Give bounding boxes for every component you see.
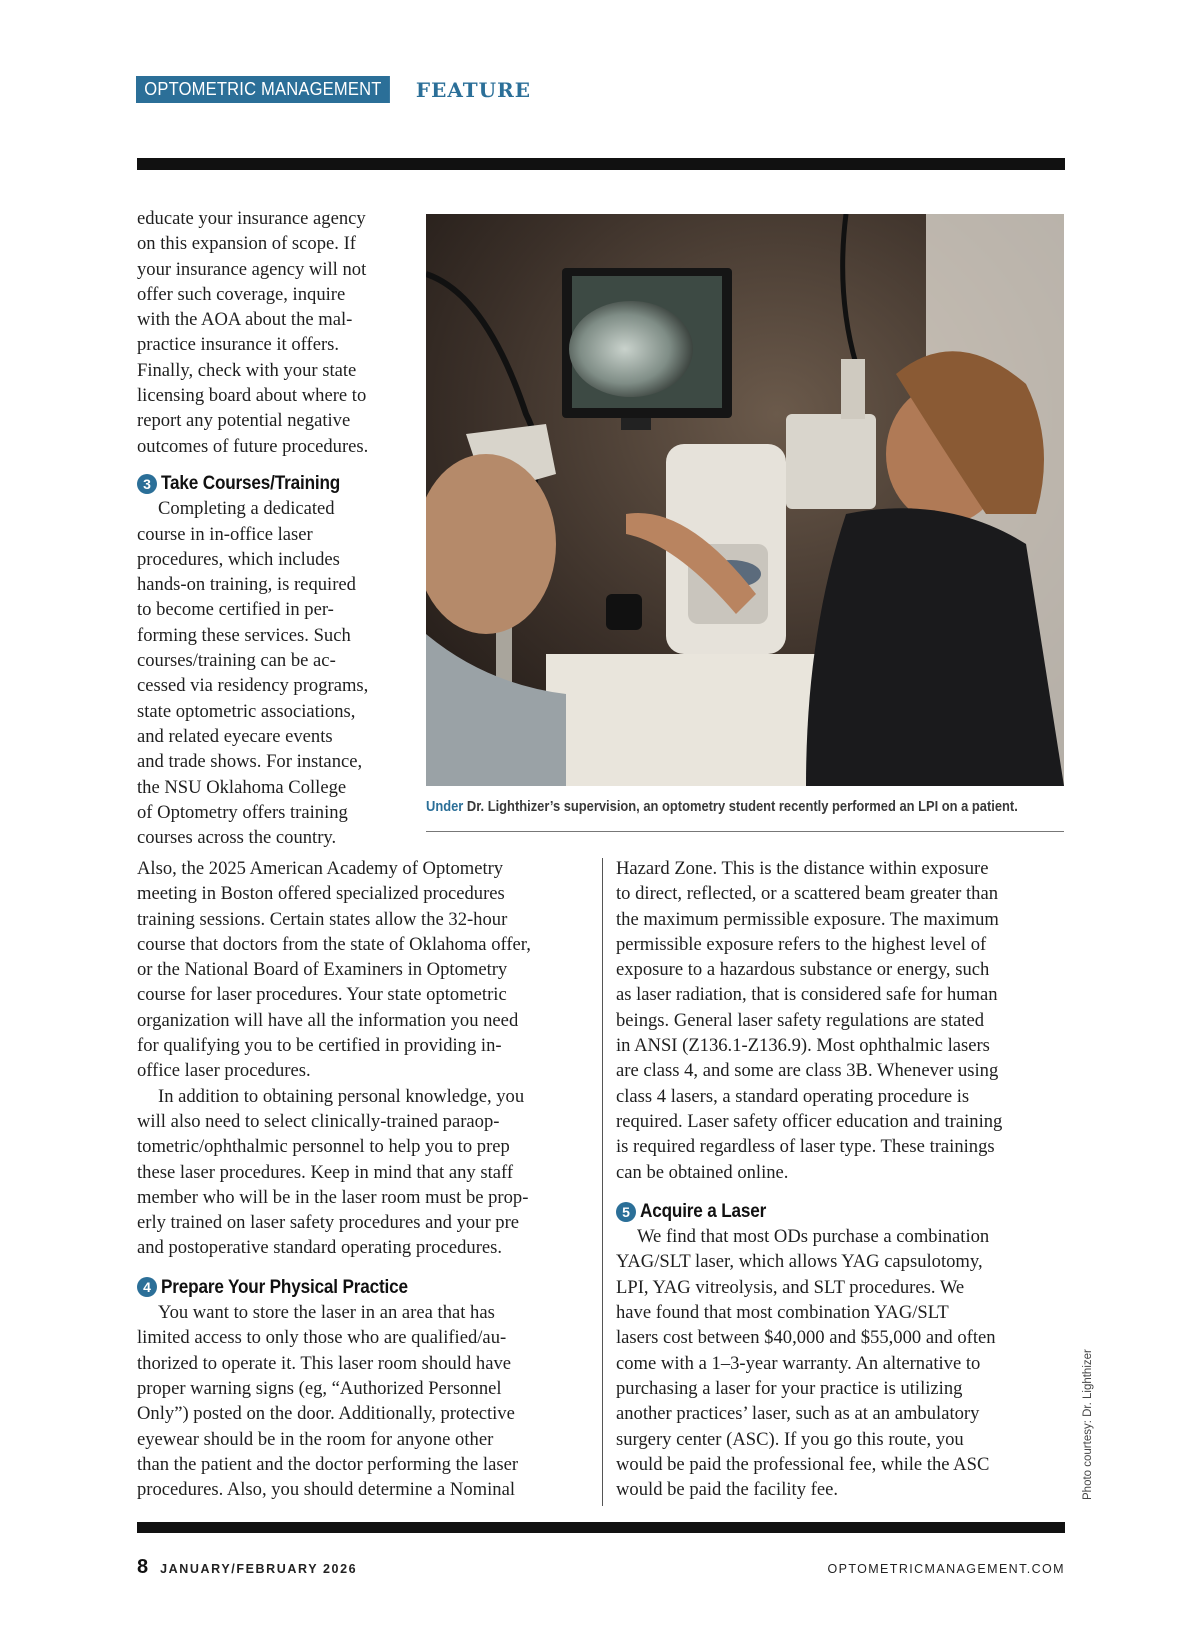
text-line: forming these services. Such (137, 624, 351, 646)
photo-caption (426, 798, 1066, 815)
text-line: have found that most combination YAG/SLT (616, 1302, 949, 1324)
text-line: with the AOA about the mal- (137, 309, 353, 331)
text-line: licensing board about where to (137, 385, 367, 407)
text-line: eyewear should be in the room for anyone other (137, 1428, 494, 1450)
text-line: cessed via residency programs, (137, 675, 369, 697)
article-photo (426, 214, 1064, 786)
top-rule (137, 158, 1065, 170)
footer-left (137, 1556, 357, 1579)
text-line: meeting in Boston offered specialized procedures (137, 883, 505, 905)
text-line: your insurance agency will not (137, 258, 367, 280)
text-line: for qualifying you to be certified in providing in- (137, 1035, 502, 1057)
text-line: would be paid the facility fee. (616, 1479, 839, 1501)
text-line: in ANSI (Z136.1-Z136.9). Most ophthalmic lasers (616, 1035, 990, 1057)
text-line: Finally, check with your state (137, 359, 357, 381)
photo-credit: Photo courtesy: Dr. Lighthizer (1082, 1349, 1094, 1500)
step-3-heading (137, 471, 407, 496)
right-column (616, 856, 1071, 1502)
text-line: hands-on training, is required (137, 574, 356, 596)
text-line: or the National Board of Examiners in Optometry (137, 959, 508, 981)
text-line: erly trained on laser safety procedures and your pre (137, 1212, 520, 1234)
text-line: are class 4, and some are class 3B. Whenever using (616, 1060, 999, 1082)
text-line: training sessions. Certain states allow the 32-hour (137, 908, 508, 930)
text-line: Completing a dedicated (158, 498, 335, 520)
text-line: exposure to a hazardous substance or energy, such (616, 959, 990, 981)
text-line: class 4 lasers, a standard operating procedure is (616, 1085, 970, 1107)
bottom-rule (137, 1522, 1065, 1533)
text-line: the maximum permissible exposure. The maximum (616, 908, 999, 930)
text-line: required. Laser safety officer education and training (616, 1110, 1003, 1132)
page-number: 8 (137, 1556, 149, 1578)
caption-lead: Under (426, 798, 464, 815)
step-5-heading (616, 1199, 1071, 1224)
text-line: beings. General laser safety regulations are stated (616, 1009, 985, 1031)
page-header (136, 76, 531, 103)
text-line: member who will be in the laser room must be prop- (137, 1186, 529, 1208)
text-line: would be paid the professional fee, while the ASC (616, 1453, 990, 1475)
text-line: and trade shows. For instance, (137, 751, 363, 773)
step-number-badge: 4 (137, 1277, 157, 1297)
text-line: offer such coverage, inquire (137, 283, 346, 305)
text-line: Also, the 2025 American Academy of Optometry (137, 858, 504, 879)
step-4-paragraph-continued (616, 856, 1071, 1185)
text-line: of Optometry offers training (137, 801, 348, 823)
step-3-paragraph-start (137, 496, 407, 850)
text-line: proper warning signs (eg, “Authorized Personnel (137, 1377, 502, 1399)
text-line: course that doctors from the state of Oklahoma offer, (137, 933, 531, 955)
text-line: procedures, which includes (137, 548, 340, 570)
magazine-name-badge: OPTOMETRIC MANAGEMENT (136, 76, 390, 103)
text-line: thorized to operate it. This laser room should have (137, 1352, 512, 1374)
step-number-badge: 3 (137, 474, 157, 494)
text-line: come with a 1–3-year warranty. An alternative to (616, 1352, 981, 1374)
text-line: course in in-office laser (137, 523, 313, 545)
issue-date: JANUARY/FEBRUARY 2026 (160, 1562, 358, 1576)
text-line: surgery center (ASC). If you go this route, you (616, 1428, 964, 1450)
text-line: to become certified in per- (137, 599, 334, 621)
step-4-paragraph (137, 1300, 592, 1502)
text-line: the NSU Oklahoma College (137, 776, 347, 798)
text-line: procedures. Also, you should determine a Nominal (137, 1479, 515, 1501)
step-number-badge: 5 (616, 1202, 636, 1222)
text-line: and related eyecare events (137, 725, 333, 747)
text-line: educate your insurance agency (137, 208, 366, 229)
text-line: state optometric associations, (137, 700, 356, 722)
text-line: Only”) posted on the door. Additionally, protective (137, 1403, 515, 1425)
column-divider (602, 858, 603, 1506)
section-label: FEATURE (415, 77, 531, 102)
text-line: In addition to obtaining personal knowledge, you (158, 1085, 525, 1107)
footer-website: OPTOMETRICMANAGEMENT.COM (827, 1562, 1065, 1576)
step-heading-text: Take Courses/Training (161, 471, 341, 494)
text-line: is required regardless of laser type. These trainings (616, 1136, 995, 1158)
text-line: report any potential negative (137, 410, 351, 432)
step-heading-text: Acquire a Laser (640, 1199, 767, 1222)
text-line: than the patient and the doctor performing the laser (137, 1453, 519, 1475)
photo-illustration (426, 214, 1064, 786)
text-line: and postoperative standard operating procedures. (137, 1237, 503, 1259)
text-line: courses/training can be ac- (137, 650, 336, 672)
text-line: office laser procedures. (137, 1060, 311, 1082)
text-line: YAG/SLT laser, which allows YAG capsulotomy, (616, 1251, 983, 1273)
step-3-paragraph-2 (137, 1084, 592, 1261)
text-line: practice insurance it offers. (137, 334, 340, 356)
text-line: outcomes of future procedures. (137, 435, 369, 457)
text-line: these laser procedures. Keep in mind that any staff (137, 1161, 514, 1183)
text-line: tometric/ophthalmic personnel to help you to prep (137, 1136, 510, 1158)
step-heading-text: Prepare Your Physical Practice (161, 1275, 408, 1298)
text-line: We find that most ODs purchase a combination (637, 1226, 990, 1248)
text-line: You want to store the laser in an area that has (158, 1302, 495, 1324)
text-line: will also need to select clinically-trained paraop- (137, 1110, 500, 1132)
caption-rule (426, 831, 1064, 832)
text-line: as laser radiation, that is considered safe for human (616, 984, 998, 1006)
text-line: organization will have all the information you need (137, 1009, 519, 1031)
intro-paragraph (137, 206, 407, 459)
text-line: on this expansion of scope. If (137, 233, 356, 255)
text-line: LPI, YAG vitreolysis, and SLT procedures. We (616, 1276, 965, 1298)
text-line: can be obtained online. (616, 1161, 789, 1183)
step-3-paragraph-continued (137, 856, 592, 1084)
caption-text: Dr. Lighthizer’s supervision, an optometry student recently performed an LPI on a patient. (463, 798, 1018, 815)
text-line: limited access to only those who are qualified/au- (137, 1327, 507, 1349)
left-column-top (137, 206, 407, 850)
step-5-paragraph (616, 1224, 1071, 1502)
step-4-heading (137, 1275, 592, 1300)
text-line: purchasing a laser for your practice is utilizing (616, 1377, 963, 1399)
text-line: Hazard Zone. This is the distance within exposure (616, 858, 989, 879)
text-line: permissible exposure refers to the highest level of (616, 933, 987, 955)
text-line: course for laser procedures. Your state optometric (137, 984, 507, 1006)
text-line: another practices’ laser, such as at an ambulatory (616, 1403, 980, 1425)
left-column-bottom (137, 856, 592, 1502)
text-line: courses across the country. (137, 827, 337, 849)
text-line: to direct, reflected, or a scattered beam greater than (616, 883, 998, 905)
text-line: lasers cost between $40,000 and $55,000 and often (616, 1327, 996, 1349)
